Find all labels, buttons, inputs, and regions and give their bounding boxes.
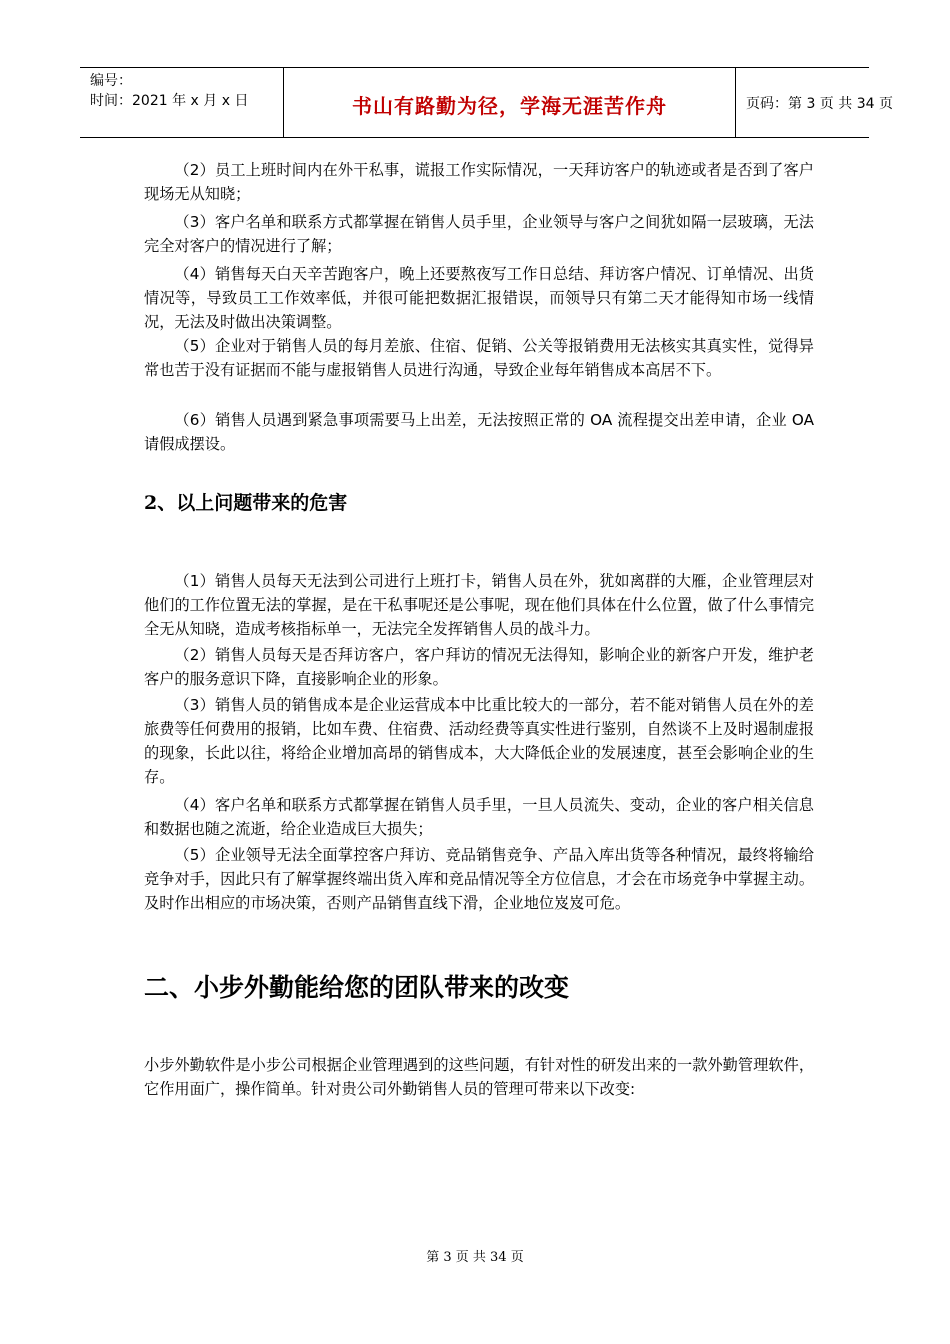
paragraph-item: （4）客户名单和联系方式都掌握在销售人员手里，一旦人员流失、变动，企业的客户相关信息和数据也随之流逝，给企业造成巨大损失； <box>144 796 814 838</box>
header-page-cell <box>736 68 893 137</box>
document-number-label: 编号： <box>90 73 132 89</box>
paragraph-item: （2）销售人员每天是否拜访客户，客户拜访的情况无法得知，影响企业的新客户开发，维护老客户的服务意识下降，直接影响企业的形象。 <box>144 646 814 688</box>
document-date-label: 时间：2021 年 x 月 x 日 <box>90 93 249 109</box>
paragraph-item: （6）销售人员遇到紧急事项需要马上出差，无法按照正常的 OA 流程提交出差申请，企业 OA 请假成摆设。 <box>144 411 814 453</box>
paragraph-item: （3）客户名单和联系方式都掌握在销售人员手里，企业领导与客户之间犹如隔一层玻璃，无法完全对客户的情况进行了解； <box>144 213 814 255</box>
paragraph-item: （5）企业领导无法全面掌控客户拜访、竞品销售竞争、产品入库出货等各种情况，最终将输给竞争对手，因此只有了解掌握终端出货入库和竞品情况等全方位信息，才会在市场竞争中掌握主动。及时作出相应的市场决策，否则产品销售直线下滑，企业地位岌岌可危。 <box>144 846 814 912</box>
header-meta-cell <box>80 68 284 137</box>
intro-paragraph: 小步外勤软件是小步公司根据企业管理遇到的这些问题，有针对性的研发出来的一款外勤管理软件，它作用面广，操作简单。针对贵公司外勤销售人员的管理可带来以下改变: <box>144 1056 814 1098</box>
page-footer: 第 3 页 共 34 页 <box>426 1250 524 1265</box>
paragraph-item: （1）销售人员每天无法到公司进行上班打卡，销售人员在外，犹如离群的大雁，企业管理层对他们的工作位置无法的掌握，是在干私事呢还是公事呢，现在他们具体在什么位置，做了什么事情完全无从知晓，造成考核指标单一，无法完全发挥销售人员的战斗力。 <box>144 572 814 638</box>
paragraph-item: （3）销售人员的销售成本是企业运营成本中比重比较大的一部分，若不能对销售人员在外的差旅费等任何费用的报销，比如车费、住宿费、活动经费等真实性进行鉴别，自然谈不上及时遏制虚报的现象，长此以往，将给企业增加高昂的销售成本，大大降低企业的发展速度，甚至会影响企业的生存。 <box>144 696 814 786</box>
header-motto: 书山有路勤为径，学海无涯苦作舟 <box>352 94 667 118</box>
paragraph-item: （2）员工上班时间内在外干私事，谎报工作实际情况，一天拜访客户的轨迹或者是否到了客户现场无从知晓； <box>144 161 814 203</box>
paragraph-item: （4）销售每天白天辛苦跑客户，晚上还要熬夜写工作日总结、拜访客户情况、订单情况、出货情况等，导致员工工作效率低，并很可能把数据汇报错误，而领导只有第二天才能得知市场一线情况，无法及时做出决策调整。 <box>144 265 814 331</box>
section-heading: 2、以上问题带来的危害 <box>144 492 348 514</box>
header-page-number: 页码：第 3 页 共 34 页 <box>746 96 893 112</box>
header-table <box>80 67 893 138</box>
chapter-heading: 二、小步外勤能给您的团队带来的改变 <box>144 973 570 1002</box>
paragraph-item: （5）企业对于销售人员的每月差旅、住宿、促销、公关等报销费用无法核实其真实性，觉得异常也苦于没有证据而不能与虚报销售人员进行沟通，导致企业每年销售成本高居不下。 <box>144 337 814 379</box>
header-motto-cell <box>284 68 736 137</box>
